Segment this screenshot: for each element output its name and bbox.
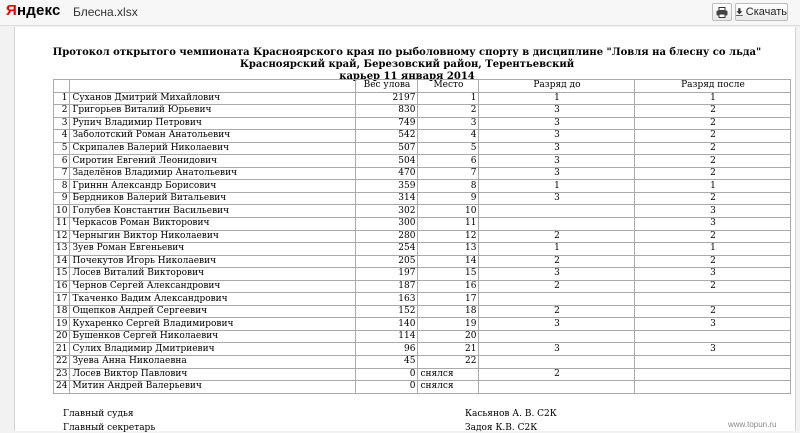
site-watermark: www.topun.ru: [728, 420, 777, 429]
row-number: 16: [54, 280, 70, 293]
participant-name: Сулих Владимир Дмитриевич: [70, 343, 356, 356]
participant-name: Гриннн Александр Борисович: [70, 180, 356, 193]
rank-before: [479, 205, 635, 218]
table-row: [54, 268, 791, 281]
place: 17: [418, 293, 479, 306]
rank-after: 2: [635, 230, 791, 243]
row-number: 1: [54, 92, 70, 105]
catch-weight: 359: [356, 180, 418, 193]
participant-name: Сиротин Евгений Леонидович: [70, 155, 356, 168]
table-row: [54, 180, 791, 193]
row-number: 2: [54, 105, 70, 118]
rank-after: 3: [635, 318, 791, 331]
rank-before: 2: [479, 255, 635, 268]
rank-after: [635, 356, 791, 369]
catch-weight: 507: [356, 142, 418, 155]
table-row: [54, 117, 791, 130]
rank-after: 1: [635, 243, 791, 256]
row-number: 20: [54, 330, 70, 343]
table-row: [54, 330, 791, 343]
place: 19: [418, 318, 479, 331]
table-row: [54, 230, 791, 243]
catch-weight: 140: [356, 318, 418, 331]
rank-before: 3: [479, 268, 635, 281]
table-row: [54, 243, 791, 256]
rank-after: 2: [635, 105, 791, 118]
catch-weight: 504: [356, 155, 418, 168]
row-number: 17: [54, 293, 70, 306]
place: 21: [418, 343, 479, 356]
catch-weight: 314: [356, 192, 418, 205]
place: 2: [418, 105, 479, 118]
row-number: 23: [54, 368, 70, 381]
table-row: [54, 130, 791, 143]
place: 12: [418, 230, 479, 243]
rank-after: 2: [635, 192, 791, 205]
rank-before: 1: [479, 92, 635, 105]
protocol-title: [37, 47, 777, 83]
chief-judge-role: Главный судья: [63, 409, 134, 419]
place: 7: [418, 167, 479, 180]
rank-before: [479, 293, 635, 306]
rank-after: [635, 381, 791, 394]
header-rank-after: Разряд после: [635, 80, 791, 93]
row-number: 19: [54, 318, 70, 331]
catch-weight: 2197: [356, 92, 418, 105]
catch-weight: 187: [356, 280, 418, 293]
participant-name: Голубев Константин Васильевич: [70, 205, 356, 218]
participant-name: Ощепков Андрей Сергеевич: [70, 305, 356, 318]
table-row: [54, 356, 791, 369]
participant-name: Зуева Анна Николаевна: [70, 356, 356, 369]
participant-name: Заболотский Роман Анатольевич: [70, 130, 356, 143]
catch-weight: 254: [356, 243, 418, 256]
rank-after: [635, 330, 791, 343]
row-number: 8: [54, 180, 70, 193]
rank-before: 3: [479, 105, 635, 118]
rank-before: 2: [479, 305, 635, 318]
rank-after: 2: [635, 130, 791, 143]
participant-name: Заделёнов Владимир Анатольевич: [70, 167, 356, 180]
place: 13: [418, 243, 479, 256]
rank-after: 2: [635, 280, 791, 293]
rank-before: [479, 381, 635, 394]
chief-secretary-role: Главный секретарь: [63, 423, 156, 433]
row-number: 13: [54, 243, 70, 256]
participant-name: Черныгин Виктор Николаевич: [70, 230, 356, 243]
rank-before: [479, 330, 635, 343]
table-row: [54, 255, 791, 268]
catch-weight: 830: [356, 105, 418, 118]
place: 1: [418, 92, 479, 105]
rank-after: 2: [635, 155, 791, 168]
place: 3: [418, 117, 479, 130]
chief-secretary-person: Задоя К.В. С2К: [465, 423, 538, 433]
row-number: 15: [54, 268, 70, 281]
catch-weight: 0: [356, 381, 418, 394]
table-row: [54, 305, 791, 318]
place: 20: [418, 330, 479, 343]
catch-weight: 163: [356, 293, 418, 306]
participant-name: Григорьев Виталий Юрьевич: [70, 105, 356, 118]
row-number: 18: [54, 305, 70, 318]
place: 4: [418, 130, 479, 143]
place: 10: [418, 205, 479, 218]
rank-after: 1: [635, 92, 791, 105]
header-rank-before: Разряд до: [479, 80, 635, 93]
participant-name: Почекутов Игорь Николаевич: [70, 255, 356, 268]
rank-before: 1: [479, 180, 635, 193]
table-row: [54, 205, 791, 218]
title-line-1: Протокол открытого чемпионата Красноярского края по рыболовному спорту в дисциплине "Ловля на блесну со льда" Красноярский край, Березовский район, Терентьевский: [52, 47, 762, 70]
logo-rest: ндекс: [16, 2, 61, 19]
rank-before: 3: [479, 318, 635, 331]
catch-weight: 114: [356, 330, 418, 343]
rank-after: 3: [635, 218, 791, 231]
catch-weight: 0: [356, 368, 418, 381]
printer-icon: [716, 7, 728, 18]
row-number: 9: [54, 192, 70, 205]
table-row: [54, 368, 791, 381]
rank-before: 1: [479, 243, 635, 256]
place: 14: [418, 255, 479, 268]
table-row: [54, 142, 791, 155]
table-row: [54, 381, 791, 394]
table-row: [54, 218, 791, 231]
chief-judge-person: Касьянов А. В. С2К: [465, 409, 557, 419]
participant-name: Чернов Сергей Александрович: [70, 280, 356, 293]
header-weight: Вес улова: [356, 80, 418, 93]
participant-name: Ткаченко Вадим Александрович: [70, 293, 356, 306]
rank-after: 2: [635, 255, 791, 268]
catch-weight: 542: [356, 130, 418, 143]
rank-after: 2: [635, 142, 791, 155]
row-number: 11: [54, 218, 70, 231]
header-place: Место: [418, 80, 479, 93]
catch-weight: 749: [356, 117, 418, 130]
rank-before: [479, 218, 635, 231]
participant-name: Суханов Дмитрий Михайлович: [70, 92, 356, 105]
table-row: [54, 155, 791, 168]
place: 16: [418, 280, 479, 293]
download-icon: [736, 7, 743, 17]
row-number: 6: [54, 155, 70, 168]
catch-weight: 96: [356, 343, 418, 356]
rank-after: 3: [635, 268, 791, 281]
participant-name: Лосев Виталий Викторович: [70, 268, 356, 281]
rank-before: 3: [479, 155, 635, 168]
rank-before: 3: [479, 142, 635, 155]
table-header-row: [54, 80, 791, 93]
download-button[interactable]: [735, 3, 788, 21]
catch-weight: 470: [356, 167, 418, 180]
rank-after: 3: [635, 205, 791, 218]
place: 22: [418, 356, 479, 369]
table-row: [54, 280, 791, 293]
rank-before: 2: [479, 368, 635, 381]
place: 18: [418, 305, 479, 318]
results-table: [53, 79, 791, 394]
table-row: [54, 105, 791, 118]
participant-name: Рупич Владимир Петрович: [70, 117, 356, 130]
participant-name: Митин Андрей Валерьевич: [70, 381, 356, 394]
rank-before: 2: [479, 280, 635, 293]
catch-weight: 152: [356, 305, 418, 318]
participant-name: Зуев Роман Евгеньевич: [70, 243, 356, 256]
row-number: 24: [54, 381, 70, 394]
place: 9: [418, 192, 479, 205]
place: снялся: [418, 368, 479, 381]
row-number: 4: [54, 130, 70, 143]
participant-name: Лосев Виктор Павлович: [70, 368, 356, 381]
rank-after: 2: [635, 167, 791, 180]
logo-first-letter: Я: [6, 2, 17, 19]
rank-after: [635, 368, 791, 381]
rank-before: 3: [479, 192, 635, 205]
participant-name: Бердников Валерий Витальевич: [70, 192, 356, 205]
rank-before: [479, 356, 635, 369]
rank-before: 3: [479, 343, 635, 356]
row-number: 21: [54, 343, 70, 356]
table-row: [54, 318, 791, 331]
spreadsheet-document: [14, 27, 796, 431]
row-number: 22: [54, 356, 70, 369]
place: 15: [418, 268, 479, 281]
catch-weight: 280: [356, 230, 418, 243]
table-row: [54, 293, 791, 306]
participant-name: Черкасов Роман Викторович: [70, 218, 356, 231]
place: снялся: [418, 381, 479, 394]
table-row: [54, 167, 791, 180]
rank-after: 2: [635, 117, 791, 130]
rank-after: 1: [635, 180, 791, 193]
rank-after: 3: [635, 343, 791, 356]
title-line-2: карьер 11 января 2014: [339, 71, 475, 82]
place: 5: [418, 142, 479, 155]
place: 6: [418, 155, 479, 168]
place: 11: [418, 218, 479, 231]
rank-before: 3: [479, 167, 635, 180]
row-number: 5: [54, 142, 70, 155]
catch-weight: 45: [356, 356, 418, 369]
rank-before: 2: [479, 230, 635, 243]
rank-before: 3: [479, 130, 635, 143]
rank-after: [635, 293, 791, 306]
catch-weight: 300: [356, 218, 418, 231]
participant-name: Бушенков Сергей Николаевич: [70, 330, 356, 343]
rank-after: 2: [635, 305, 791, 318]
print-button[interactable]: [712, 3, 732, 21]
catch-weight: 205: [356, 255, 418, 268]
header-name-blank: [70, 80, 356, 93]
row-number: 3: [54, 117, 70, 130]
download-label: Скачать: [745, 6, 787, 18]
yandex-logo[interactable]: [6, 2, 61, 19]
participant-name: Скрипалев Валерий Николаевич: [70, 142, 356, 155]
catch-weight: 197: [356, 268, 418, 281]
rank-before: 3: [479, 117, 635, 130]
catch-weight: 302: [356, 205, 418, 218]
table-row: [54, 192, 791, 205]
place: 8: [418, 180, 479, 193]
row-number: 12: [54, 230, 70, 243]
viewer-toolbar: [0, 0, 800, 26]
row-number: 10: [54, 205, 70, 218]
row-number: 7: [54, 167, 70, 180]
participant-name: Кухаренко Сергей Владимирович: [70, 318, 356, 331]
table-row: [54, 343, 791, 356]
header-blank: [54, 80, 70, 93]
table-row: [54, 92, 791, 105]
file-name: Блесна.xlsx: [73, 5, 138, 19]
row-number: 14: [54, 255, 70, 268]
